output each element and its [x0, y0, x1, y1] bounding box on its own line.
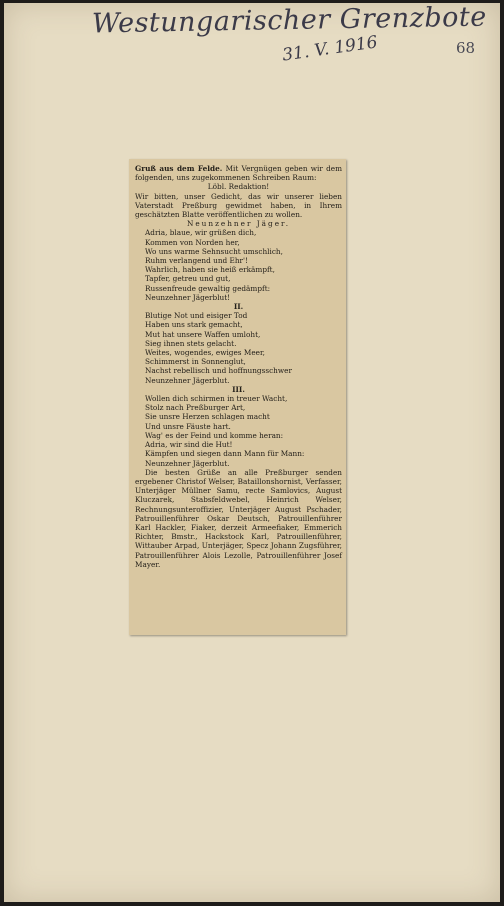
verse-line: Neunzehner Jägerblut.: [145, 458, 230, 468]
verse-line: Wag' es der Feind und komme heran:: [145, 430, 284, 440]
clipping-intro-text: Mit Vergnügen geben wir dem folgenden, uns zugekommenen Schreiben Raum:: [135, 164, 342, 183]
verse-line: Und unsre Fäuste hart.: [145, 421, 231, 431]
clipping-lead: Gruß aus dem Felde.: [135, 164, 223, 173]
closing-greetings: Die besten Grüße an alle Preßburger senden ergebener Christof Welser, Bataillonshornist, Verfasser, Unterjäger Müllner Samu, recte Samlovics, August Kluczarek, Stabsfeldwebel, Heinrich Welser, Rechnungsunteroffizier, Unterjäger August Pschader, Patrouillenführer Oskar Deutsch, Patrouillenführer Karl Hackler, Fiaker, derzeit Armeefiaker, Emmerich Richter, Bmstr., Hackstock Karl, Patrouillenführer, Wittauber Arpad, Unterjäger, Specz Johann Zugsführer, Patrouillenführer Alois Lezolle, Patrouillenführer Josef Mayer.: [135, 467, 342, 569]
verse-line: Wo uns warme Sehnsucht umschlich,: [145, 246, 283, 256]
verse-line: Wollen dich schirmen in treuer Wacht,: [145, 394, 288, 404]
verse-line: Ruhm verlangend und Ehr'!: [145, 256, 248, 266]
newspaper-clipping: [129, 159, 346, 635]
salutation: Löbl. Redaktion!: [207, 182, 270, 192]
verse-line: Kämpfen und siegen dann Mann für Mann:: [145, 449, 305, 459]
poem-title: Neunzehner Jäger.: [186, 219, 291, 229]
verse-line: Schimmerst in Sonnenglut,: [145, 357, 246, 367]
stanza-numeral: II.: [233, 302, 244, 312]
verse-line: Kommen von Norden her,: [145, 237, 240, 247]
archive-page: [4, 3, 500, 902]
verse-line: Weites, wogendes, ewiges Meer,: [145, 348, 265, 358]
verse-line: Mut hat unsere Waffen umloht,: [145, 329, 261, 339]
verse-line: Wahrlich, haben sie heiß erkämpft,: [145, 265, 275, 275]
verse-line: Tapfer, getreu und gut,: [145, 274, 231, 284]
verse-line: Neunzehner Jägerblut!: [145, 292, 231, 302]
handwritten-date: 31. V. 1916: [281, 32, 379, 66]
stanza-1: [135, 228, 342, 302]
verse-line: Blutige Not und eisiger Tod: [145, 311, 248, 321]
stanza-numeral: III.: [232, 384, 245, 394]
handwritten-title: Westungarischer Grenzbote: [91, 1, 487, 40]
clipping-intro: [135, 164, 342, 182]
verse-line: Haben uns stark gemacht,: [145, 320, 243, 330]
verse-line: Adria, wir sind die Hut!: [145, 440, 233, 450]
verse-line: Adria, blaue, wir grüßen dich,: [145, 228, 257, 238]
request-paragraph: Wir bitten, unser Gedicht, das wir unserer lieben Vaterstadt Preßburg gewidmet haben, in Ihrem geschätzten Blatte veröffentlichen zu wollen.: [135, 191, 342, 220]
page-number: 68: [456, 39, 476, 57]
stanza-2: [135, 311, 342, 385]
verse-line: Sieg ihnen stets gelacht.: [145, 338, 237, 348]
stanza-3: [135, 394, 342, 468]
verse-line: Neunzehner Jägerblut.: [145, 375, 230, 385]
verse-line: Sie unsre Herzen schlagen macht: [145, 412, 270, 422]
verse-line: Nachst rebellisch und hoffnungsschwer: [145, 366, 292, 376]
verse-line: Russenfreude gewaltig gedämpft:: [145, 283, 271, 293]
verse-line: Stolz nach Preßburger Art,: [145, 403, 246, 413]
